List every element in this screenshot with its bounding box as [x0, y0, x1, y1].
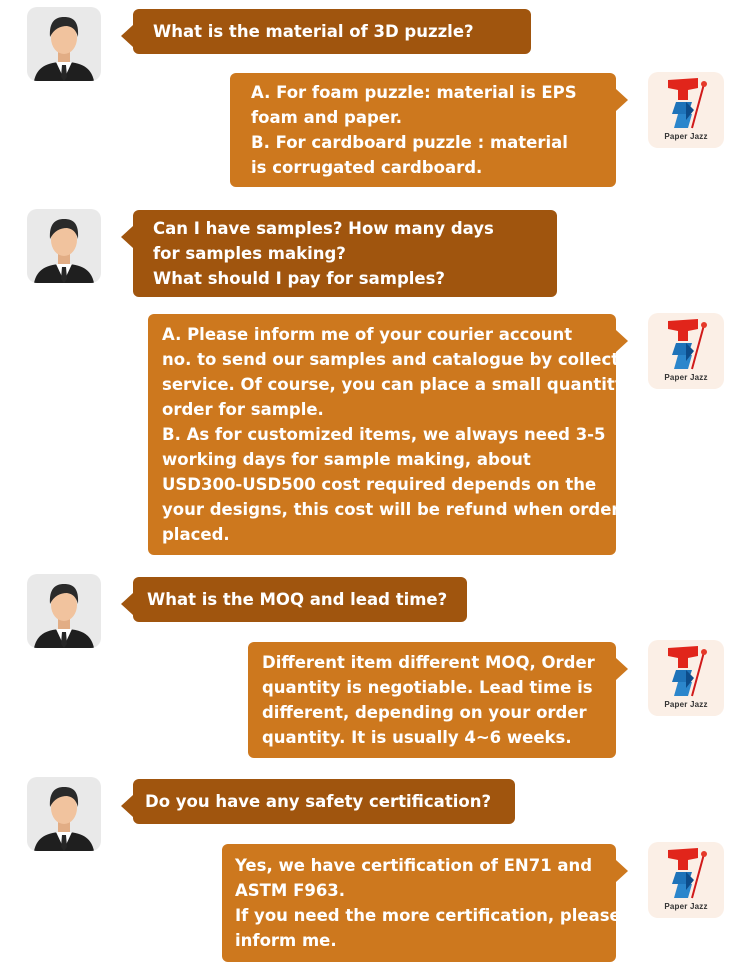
customer-message-3 [133, 577, 467, 622]
customer-message-4 [133, 779, 515, 824]
supplier-message-4 [222, 844, 621, 962]
customer-message-2 [133, 210, 557, 297]
supplier-logo [648, 72, 724, 148]
message-line: B. As for customized items, we always need 3-5 [162, 425, 606, 444]
message-line: USD300-USD500 cost required depends on the [162, 475, 597, 494]
message-line: What should I pay for samples? [153, 269, 445, 288]
supplier-message-2 [148, 314, 626, 555]
businessman-avatar-icon [27, 777, 101, 851]
message-line: ASTM F963. [235, 881, 346, 900]
message-line: Do you have any safety certification? [145, 792, 492, 811]
message-line: Different item different MOQ, Order [262, 653, 595, 672]
message-line: order for sample. [162, 400, 324, 419]
message-line: A. Please inform me of your courier account [162, 325, 573, 344]
logo-label: Paper Jazz [664, 902, 708, 911]
message-line: working days for sample making, about [162, 450, 531, 469]
message-line: for samples making? [153, 244, 346, 263]
message-line: Yes, we have certification of EN71 and [235, 856, 593, 875]
message-line: Can I have samples? How many days [153, 219, 494, 238]
message-line: different, depending on your order [262, 703, 587, 722]
message-line: If you need the more certification, please [235, 906, 621, 925]
message-line: What is the material of 3D puzzle? [153, 22, 474, 41]
supplier-logo [648, 313, 724, 389]
supplier-logo [648, 640, 724, 716]
businessman-avatar-icon [27, 7, 101, 81]
message-line: your designs, this cost will be refund when order [162, 500, 620, 519]
customer-avatar [27, 7, 101, 81]
message-line: B. For cardboard puzzle : material [251, 133, 568, 152]
message-line: inform me. [235, 931, 337, 950]
supplier-logo [648, 842, 724, 918]
logo-label: Paper Jazz [664, 700, 708, 709]
logo-label: Paper Jazz [664, 373, 708, 382]
message-line: placed. [162, 525, 230, 544]
customer-avatar [27, 574, 101, 648]
supplier-message-1 [230, 73, 616, 187]
customer-avatar [27, 209, 101, 283]
logo-label: Paper Jazz [664, 132, 708, 141]
message-line: quantity. It is usually 4~6 weeks. [262, 728, 572, 747]
customer-avatar [27, 777, 101, 851]
message-line: is corrugated cardboard. [251, 158, 483, 177]
customer-message-1 [133, 9, 531, 54]
message-line: foam and paper. [251, 108, 403, 127]
message-line: What is the MOQ and lead time? [147, 590, 448, 609]
businessman-avatar-icon [27, 209, 101, 283]
message-line: quantity is negotiable. Lead time is [262, 678, 593, 697]
businessman-avatar-icon [27, 574, 101, 648]
message-line: A. For foam puzzle: material is EPS [251, 83, 577, 102]
message-line: no. to send our samples and catalogue by collect [162, 350, 620, 369]
supplier-message-3 [248, 642, 616, 758]
message-line: service. Of course, you can place a small quantity [162, 375, 626, 394]
